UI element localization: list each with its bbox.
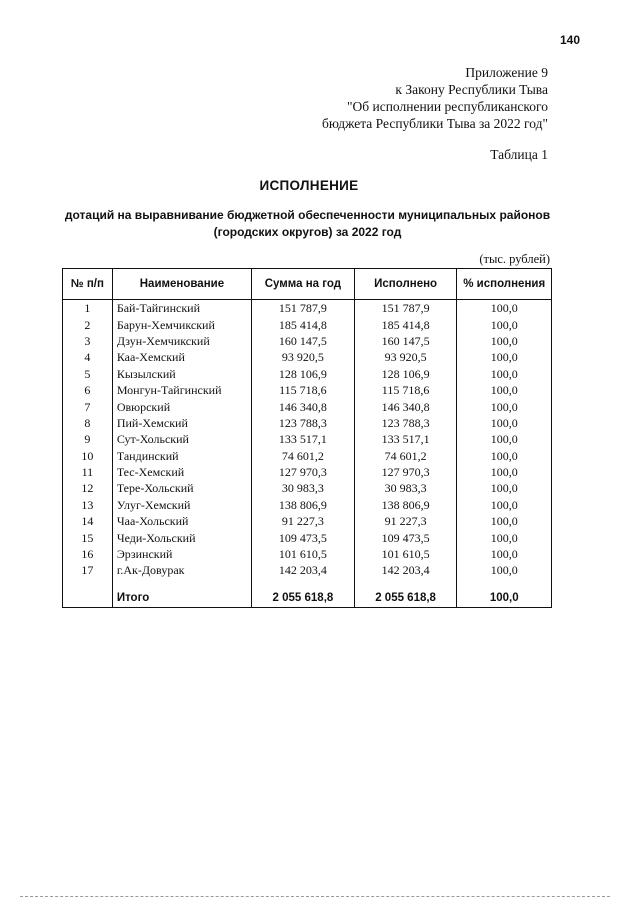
page-footer-line	[20, 896, 610, 897]
total-annual-sum: 2 055 618,8	[252, 589, 355, 608]
total-number-cell	[63, 589, 113, 608]
table-row	[63, 497, 552, 513]
cell-executed: 91 227,3	[354, 513, 457, 529]
column-header-name: Наименование	[112, 269, 251, 300]
cell-name: Пий-Хемский	[112, 415, 251, 431]
cell-annual-sum: 146 340,8	[252, 398, 355, 414]
subtitle-line: дотаций на выравнивание бюджетной обеспеченности муниципальных районов	[64, 208, 551, 222]
cell-executed: 127 970,3	[354, 464, 457, 480]
cell-annual-sum: 91 227,3	[252, 513, 355, 529]
table-row	[63, 448, 552, 464]
cell-number: 2	[63, 316, 113, 332]
cell-percent: 100,0	[457, 546, 552, 562]
cell-annual-sum: 93 920,5	[252, 349, 355, 365]
column-header-annual-sum: Сумма на год	[252, 269, 355, 300]
appendix-line: "Об исполнении республиканского	[346, 99, 548, 114]
column-header-percent: % исполнения	[457, 269, 552, 300]
cell-percent: 100,0	[457, 366, 552, 382]
table-row	[63, 562, 552, 578]
subtitle-line: (городских округов) за 2022 год	[213, 225, 402, 239]
cell-percent: 100,0	[457, 464, 552, 480]
cell-number: 13	[63, 497, 113, 513]
table-spacer-row	[63, 579, 552, 589]
column-header-executed: Исполнено	[354, 269, 457, 300]
appendix-header	[322, 64, 548, 132]
table-row	[63, 546, 552, 562]
cell-number: 15	[63, 529, 113, 545]
total-label: Итого	[112, 589, 251, 608]
cell-percent: 100,0	[457, 398, 552, 414]
table-row	[63, 480, 552, 496]
spacer-cell	[457, 579, 552, 589]
cell-percent: 100,0	[457, 333, 552, 349]
cell-annual-sum: 133 517,1	[252, 431, 355, 447]
cell-number: 4	[63, 349, 113, 365]
appendix-line: к Закону Республики Тыва	[395, 82, 548, 97]
cell-executed: 138 806,9	[354, 497, 457, 513]
cell-name: Улуг-Хемский	[112, 497, 251, 513]
cell-name: Монгун-Тайгинский	[112, 382, 251, 398]
cell-percent: 100,0	[457, 513, 552, 529]
spacer-cell	[252, 579, 355, 589]
cell-annual-sum: 109 473,5	[252, 529, 355, 545]
cell-executed: 151 787,9	[354, 300, 457, 317]
cell-number: 1	[63, 300, 113, 317]
cell-percent: 100,0	[457, 300, 552, 317]
cell-number: 12	[63, 480, 113, 496]
table-row	[63, 398, 552, 414]
cell-name: Овюрский	[112, 398, 251, 414]
table-body	[63, 300, 552, 608]
table-row	[63, 349, 552, 365]
cell-executed: 146 340,8	[354, 398, 457, 414]
document-subtitle	[60, 207, 555, 241]
spacer-cell	[63, 579, 113, 589]
cell-percent: 100,0	[457, 562, 552, 578]
cell-percent: 100,0	[457, 415, 552, 431]
cell-annual-sum: 30 983,3	[252, 480, 355, 496]
cell-executed: 109 473,5	[354, 529, 457, 545]
cell-annual-sum: 138 806,9	[252, 497, 355, 513]
cell-percent: 100,0	[457, 431, 552, 447]
cell-percent: 100,0	[457, 529, 552, 545]
cell-annual-sum: 185 414,8	[252, 316, 355, 332]
table-label: Таблица 1	[490, 147, 548, 162]
cell-executed: 128 106,9	[354, 366, 457, 382]
spacer-cell	[112, 579, 251, 589]
cell-executed: 133 517,1	[354, 431, 457, 447]
cell-number: 10	[63, 448, 113, 464]
cell-annual-sum: 160 147,5	[252, 333, 355, 349]
column-header-number: № п/п	[63, 269, 113, 300]
cell-number: 8	[63, 415, 113, 431]
table-row	[63, 300, 552, 317]
cell-percent: 100,0	[457, 382, 552, 398]
cell-annual-sum: 101 610,5	[252, 546, 355, 562]
page-number: 140	[560, 33, 581, 47]
cell-name: Кызылский	[112, 366, 251, 382]
table-header-row	[63, 269, 552, 300]
cell-annual-sum: 128 106,9	[252, 366, 355, 382]
cell-executed: 30 983,3	[354, 480, 457, 496]
table-row	[63, 333, 552, 349]
cell-name: Барун-Хемчикский	[112, 316, 251, 332]
cell-executed: 142 203,4	[354, 562, 457, 578]
table-row	[63, 464, 552, 480]
total-executed: 2 055 618,8	[354, 589, 457, 608]
cell-annual-sum: 142 203,4	[252, 562, 355, 578]
cell-name: Дзун-Хемчикский	[112, 333, 251, 349]
cell-number: 11	[63, 464, 113, 480]
cell-number: 3	[63, 333, 113, 349]
cell-number: 7	[63, 398, 113, 414]
table-row	[63, 513, 552, 529]
cell-executed: 160 147,5	[354, 333, 457, 349]
cell-name: Каа-Хемский	[112, 349, 251, 365]
cell-percent: 100,0	[457, 480, 552, 496]
cell-number: 16	[63, 546, 113, 562]
cell-name: Чаа-Хольский	[112, 513, 251, 529]
cell-name: Тес-Хемский	[112, 464, 251, 480]
cell-executed: 123 788,3	[354, 415, 457, 431]
cell-number: 14	[63, 513, 113, 529]
budget-table	[62, 268, 552, 608]
cell-annual-sum: 151 787,9	[252, 300, 355, 317]
cell-percent: 100,0	[457, 349, 552, 365]
appendix-line: бюджета Республики Тыва за 2022 год"	[321, 116, 548, 131]
cell-annual-sum: 115 718,6	[252, 382, 355, 398]
cell-executed: 93 920,5	[354, 349, 457, 365]
cell-number: 5	[63, 366, 113, 382]
cell-percent: 100,0	[457, 448, 552, 464]
table-row	[63, 382, 552, 398]
cell-name: Тандинский	[112, 448, 251, 464]
cell-number: 6	[63, 382, 113, 398]
table-row	[63, 415, 552, 431]
cell-annual-sum: 74 601,2	[252, 448, 355, 464]
cell-executed: 115 718,6	[354, 382, 457, 398]
document-title: ИСПОЛНЕНИЕ	[259, 178, 359, 193]
table-row	[63, 529, 552, 545]
cell-percent: 100,0	[457, 497, 552, 513]
appendix-line: Приложение 9	[465, 65, 548, 80]
cell-name: Тере-Хольский	[112, 480, 251, 496]
cell-executed: 185 414,8	[354, 316, 457, 332]
cell-number: 9	[63, 431, 113, 447]
cell-name: Сут-Хольский	[112, 431, 251, 447]
table-row	[63, 316, 552, 332]
units-note: (тыс. рублей)	[479, 252, 550, 266]
cell-number: 17	[63, 562, 113, 578]
table-row	[63, 366, 552, 382]
cell-annual-sum: 123 788,3	[252, 415, 355, 431]
cell-name: Бай-Тайгинский	[112, 300, 251, 317]
table-row	[63, 431, 552, 447]
cell-annual-sum: 127 970,3	[252, 464, 355, 480]
cell-name: Чеди-Хольский	[112, 529, 251, 545]
cell-name: Эрзинский	[112, 546, 251, 562]
spacer-cell	[354, 579, 457, 589]
cell-executed: 74 601,2	[354, 448, 457, 464]
cell-name: г.Ак-Довурак	[112, 562, 251, 578]
total-row	[63, 589, 552, 608]
cell-percent: 100,0	[457, 316, 552, 332]
cell-executed: 101 610,5	[354, 546, 457, 562]
total-percent: 100,0	[457, 589, 552, 608]
